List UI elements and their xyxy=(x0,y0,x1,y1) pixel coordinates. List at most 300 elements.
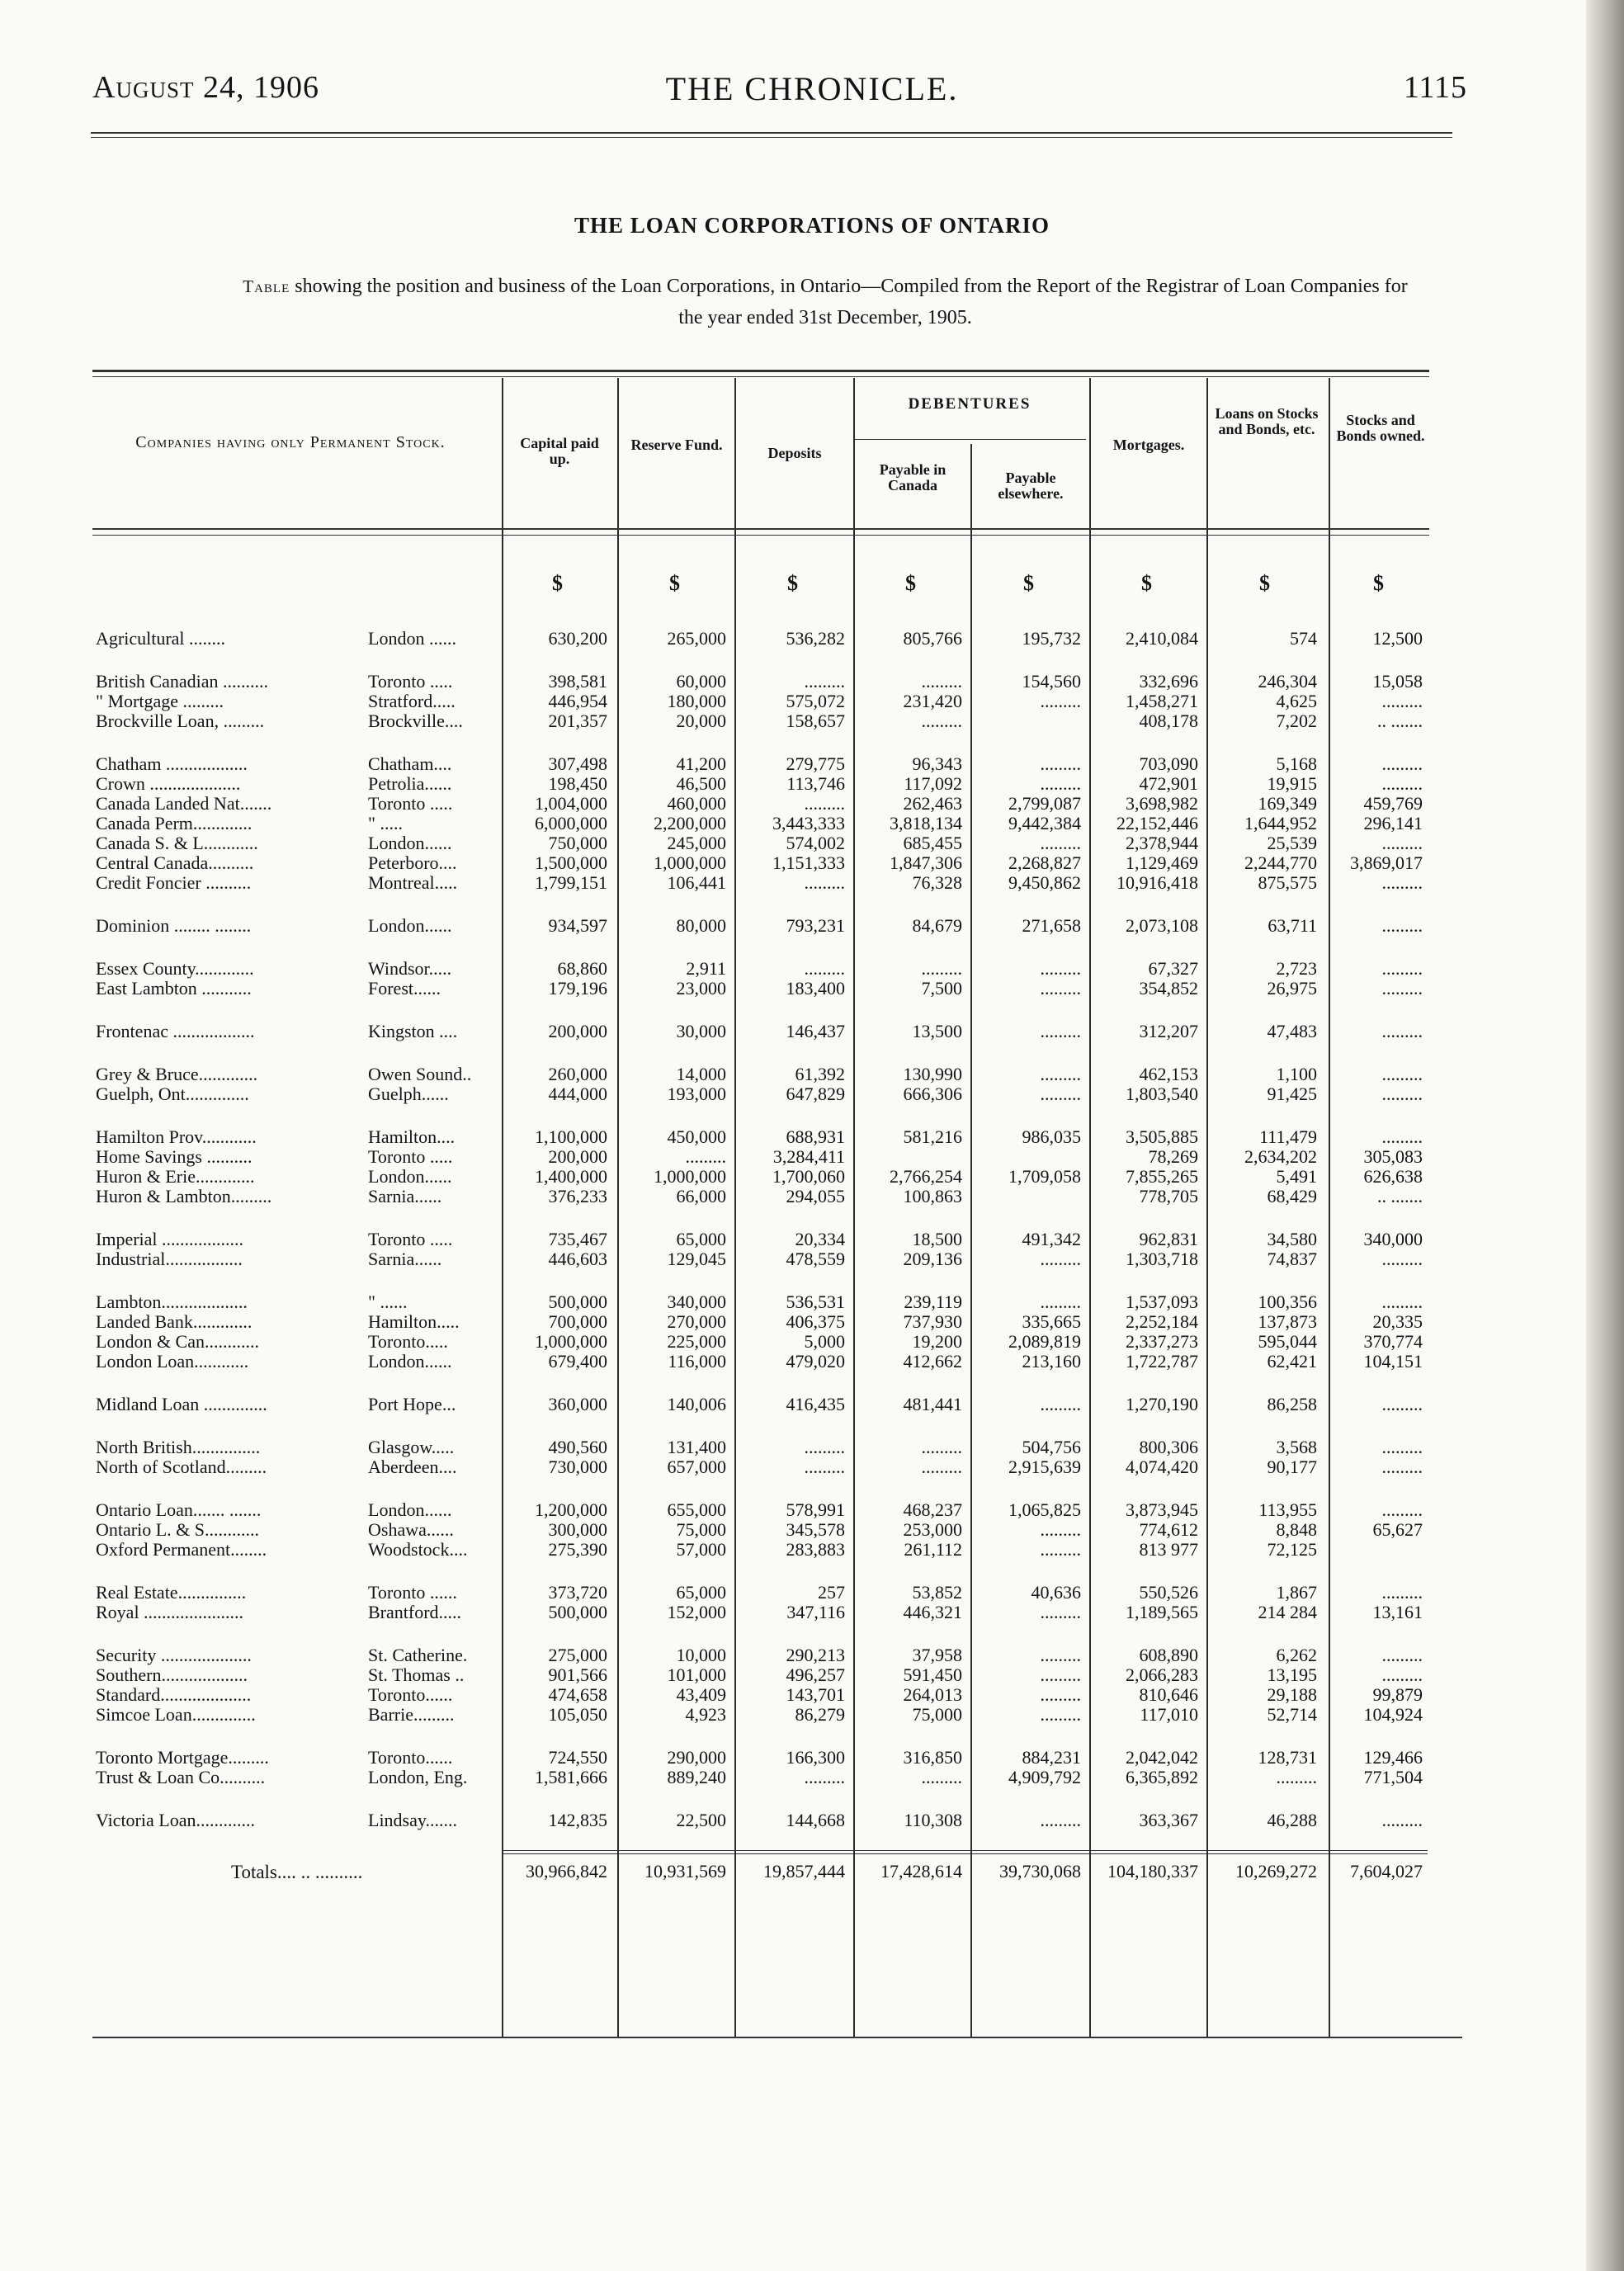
company-city: Guelph...... xyxy=(368,1084,449,1104)
cell-loans: 2,634,202 xyxy=(1244,1146,1317,1167)
company-name: Guelph, Ont.............. xyxy=(96,1084,249,1104)
company-name: Ontario Loan....... ....... xyxy=(96,1499,262,1520)
cell-reserve: ......... xyxy=(685,1146,726,1167)
total-capital: 30,966,842 xyxy=(526,1861,607,1881)
cell-mortgages: 800,306 xyxy=(1139,1437,1198,1457)
cell-deposits: 3,284,411 xyxy=(772,1146,845,1167)
cell-mortgages: 7,855,265 xyxy=(1126,1166,1198,1187)
cell-loans: 3,568 xyxy=(1276,1437,1317,1457)
cell-reserve: 2,911 xyxy=(686,958,726,979)
cell-capital: 1,799,151 xyxy=(535,872,607,893)
cell-capital: 1,400,000 xyxy=(535,1166,607,1187)
company-name: Central Canada.......... xyxy=(96,852,254,873)
cell-deb_else: ......... xyxy=(1040,1249,1081,1269)
cell-reserve: 131,400 xyxy=(667,1437,726,1457)
cell-stocks: 305,083 xyxy=(1363,1146,1423,1167)
cell-deb_else: 4,909,792 xyxy=(1008,1767,1081,1787)
cell-deb_canada: 7,500 xyxy=(921,978,962,999)
cell-deposits: 347,116 xyxy=(786,1602,845,1622)
cell-deposits: 536,531 xyxy=(786,1291,845,1312)
cell-deb_canada: 261,112 xyxy=(904,1539,962,1560)
company-city: " ..... xyxy=(368,813,403,833)
cell-deb_canada: 581,216 xyxy=(903,1126,962,1147)
cell-stocks: ......... xyxy=(1381,1084,1423,1104)
cell-reserve: 46,500 xyxy=(676,773,726,794)
cell-deb_canada: 117,092 xyxy=(904,773,962,794)
cell-capital: 446,954 xyxy=(548,691,607,711)
company-city: St. Thomas .. xyxy=(368,1664,465,1685)
cell-capital: 901,566 xyxy=(548,1664,607,1685)
cell-reserve: 657,000 xyxy=(667,1457,726,1477)
cell-deb_else: 491,342 xyxy=(1022,1229,1081,1249)
cell-stocks: 340,000 xyxy=(1363,1229,1423,1249)
cell-deposits: 144,668 xyxy=(786,1810,845,1830)
cell-mortgages: 4,074,420 xyxy=(1126,1457,1198,1477)
cell-stocks: ......... xyxy=(1381,753,1423,774)
cell-loans: 214 284 xyxy=(1258,1602,1317,1622)
cell-reserve: 1,000,000 xyxy=(654,1166,726,1187)
cell-stocks: ......... xyxy=(1381,1582,1423,1603)
column-divider xyxy=(1206,378,1208,2037)
cell-capital: 446,603 xyxy=(548,1249,607,1269)
column-header-deposits: Deposits xyxy=(767,445,822,461)
cell-reserve: 116,000 xyxy=(668,1351,726,1372)
column-divider xyxy=(617,378,619,2037)
cell-deb_else: ......... xyxy=(1040,1064,1081,1084)
cell-mortgages: 332,696 xyxy=(1139,671,1198,692)
cell-deposits: ......... xyxy=(804,958,845,979)
cell-mortgages: 810,646 xyxy=(1139,1684,1198,1705)
cell-loans: 86,258 xyxy=(1267,1394,1317,1414)
cell-deb_canada: 264,013 xyxy=(903,1684,962,1705)
cell-loans: 74,837 xyxy=(1267,1249,1317,1269)
company-city: Toronto ..... xyxy=(368,1229,453,1249)
cell-reserve: 129,045 xyxy=(667,1249,726,1269)
cell-loans: 1,100 xyxy=(1276,1064,1317,1084)
cell-capital: 474,658 xyxy=(548,1684,607,1705)
cell-reserve: 340,000 xyxy=(667,1291,726,1312)
cell-reserve: 75,000 xyxy=(676,1519,726,1540)
cell-mortgages: 774,612 xyxy=(1139,1519,1198,1540)
cell-deb_canada: 253,000 xyxy=(903,1519,962,1540)
cell-mortgages: 67,327 xyxy=(1148,958,1198,979)
cell-capital: 200,000 xyxy=(548,1146,607,1167)
cell-mortgages: 22,152,446 xyxy=(1116,813,1198,833)
company-city: Toronto..... xyxy=(368,1331,448,1352)
column-divider xyxy=(734,378,736,2037)
cell-deposits: 574,002 xyxy=(786,833,845,853)
cell-deb_else: 40,636 xyxy=(1031,1582,1081,1603)
cell-deposits: 3,443,333 xyxy=(772,813,845,833)
company-city: Sarnia...... xyxy=(368,1186,442,1206)
cell-stocks: ......... xyxy=(1381,1249,1423,1269)
cell-capital: 1,100,000 xyxy=(535,1126,607,1147)
cell-capital: 307,498 xyxy=(548,753,607,774)
cell-reserve: 101,000 xyxy=(667,1664,726,1685)
cell-deb_else: ......... xyxy=(1040,958,1081,979)
cell-capital: 934,597 xyxy=(548,915,607,936)
cell-mortgages: 2,378,944 xyxy=(1126,833,1198,853)
cell-mortgages: 1,129,469 xyxy=(1126,852,1198,873)
article-subtitle xyxy=(239,271,1411,333)
cell-deb_canada: 209,136 xyxy=(903,1249,962,1269)
cell-loans: 63,711 xyxy=(1268,915,1317,936)
currency-symbol: $ xyxy=(905,571,916,595)
cell-reserve: 60,000 xyxy=(676,671,726,692)
cell-capital: 6,000,000 xyxy=(535,813,607,833)
cell-deposits: 578,991 xyxy=(786,1499,845,1520)
cell-mortgages: 10,916,418 xyxy=(1116,872,1198,893)
cell-capital: 1,581,666 xyxy=(535,1767,607,1787)
company-name: Frontenac .................. xyxy=(96,1021,255,1041)
cell-mortgages: 778,705 xyxy=(1139,1186,1198,1206)
cell-deposits: 143,701 xyxy=(786,1684,845,1705)
cell-loans: 1,867 xyxy=(1276,1582,1317,1603)
cell-deb_canada: 96,343 xyxy=(912,753,962,774)
cell-deposits: ......... xyxy=(804,671,845,692)
cell-capital: 724,550 xyxy=(548,1747,607,1768)
cell-loans: 34,580 xyxy=(1267,1229,1317,1249)
cell-loans: 62,421 xyxy=(1267,1351,1317,1372)
company-city: Aberdeen.... xyxy=(368,1457,457,1477)
cell-loans: 2,244,770 xyxy=(1244,852,1317,873)
cell-deb_else: ......... xyxy=(1040,1021,1081,1041)
column-header-mortgages: Mortgages. xyxy=(1112,437,1185,453)
currency-symbol: $ xyxy=(1023,571,1034,595)
cell-capital: 201,357 xyxy=(548,711,607,731)
company-column-header: Companies having only Permanent Stock. xyxy=(135,433,446,451)
page-number: 1115 xyxy=(1403,70,1467,105)
cell-reserve: 20,000 xyxy=(676,711,726,731)
total-reserve: 10,931,569 xyxy=(644,1861,726,1881)
cell-deb_else: ......... xyxy=(1040,1810,1081,1830)
cell-loans: ......... xyxy=(1276,1767,1317,1787)
cell-reserve: 57,000 xyxy=(676,1539,726,1560)
company-name: Chatham .................. xyxy=(96,753,248,774)
company-name: Essex County............. xyxy=(96,958,254,979)
cell-loans: 91,425 xyxy=(1267,1084,1317,1104)
cell-deb_else: ......... xyxy=(1040,1519,1081,1540)
cell-deposits: 294,055 xyxy=(786,1186,845,1206)
cell-deb_else: ......... xyxy=(1040,753,1081,774)
cell-capital: 490,560 xyxy=(548,1437,607,1457)
cell-reserve: 4,923 xyxy=(685,1704,726,1725)
company-city: Sarnia...... xyxy=(368,1249,442,1269)
company-city: Toronto ...... xyxy=(368,1582,457,1603)
cell-deposits: 575,072 xyxy=(786,691,845,711)
cell-deb_else: 213,160 xyxy=(1022,1351,1081,1372)
cell-mortgages: 813 977 xyxy=(1139,1539,1198,1560)
company-city: Toronto ..... xyxy=(368,1146,453,1167)
cell-deb_canada: ......... xyxy=(921,1457,962,1477)
cell-capital: 750,000 xyxy=(548,833,607,853)
cell-stocks: ......... xyxy=(1381,915,1423,936)
cell-capital: 500,000 xyxy=(548,1291,607,1312)
company-name: Standard.................... xyxy=(96,1684,252,1705)
cell-capital: 735,467 xyxy=(548,1229,607,1249)
cell-stocks: ......... xyxy=(1381,1437,1423,1457)
cell-mortgages: 3,505,885 xyxy=(1126,1126,1198,1147)
company-city: Stratford..... xyxy=(368,691,456,711)
cell-reserve: 140,006 xyxy=(667,1394,726,1414)
cell-deb_canada: 231,420 xyxy=(903,691,962,711)
company-name: Brockville Loan, ......... xyxy=(96,711,265,731)
company-city: Chatham.... xyxy=(368,753,452,774)
cell-reserve: 14,000 xyxy=(676,1064,726,1084)
total-mortgages: 104,180,337 xyxy=(1107,1861,1198,1881)
column-divider xyxy=(1329,378,1330,2037)
company-city: Glasgow..... xyxy=(368,1437,455,1457)
company-name: Home Savings .......... xyxy=(96,1146,253,1167)
cell-loans: 4,625 xyxy=(1276,691,1317,711)
cell-deposits: 406,375 xyxy=(786,1311,845,1332)
cell-capital: 198,450 xyxy=(548,773,607,794)
total-loans: 10,269,272 xyxy=(1235,1861,1317,1881)
cell-mortgages: 462,153 xyxy=(1139,1064,1198,1084)
company-city: Hamilton..... xyxy=(368,1311,460,1332)
cell-deb_canada: 481,441 xyxy=(903,1394,962,1414)
cell-reserve: 450,000 xyxy=(667,1126,726,1147)
company-name: North of Scotland......... xyxy=(96,1457,267,1477)
cell-deposits: 688,931 xyxy=(786,1126,845,1147)
cell-deb_else: ......... xyxy=(1040,691,1081,711)
company-city: Woodstock.... xyxy=(368,1539,468,1560)
currency-symbol: $ xyxy=(1141,571,1152,595)
company-name: Security .................... xyxy=(96,1645,252,1665)
cell-loans: 6,262 xyxy=(1276,1645,1317,1665)
cell-reserve: 2,200,000 xyxy=(654,813,726,833)
cell-mortgages: 354,852 xyxy=(1139,978,1198,999)
cell-deb_else: 2,089,819 xyxy=(1008,1331,1081,1352)
cell-capital: 700,000 xyxy=(548,1311,607,1332)
cell-stocks: .. ....... xyxy=(1377,711,1423,731)
cell-deb_else: ......... xyxy=(1040,1684,1081,1705)
cell-capital: 1,000,000 xyxy=(535,1331,607,1352)
table-top-rule xyxy=(92,370,1429,372)
cell-deb_canada: 239,119 xyxy=(904,1291,962,1312)
cell-capital: 1,004,000 xyxy=(535,793,607,814)
cell-mortgages: 703,090 xyxy=(1139,753,1198,774)
cell-deb_canada: ......... xyxy=(921,958,962,979)
cell-reserve: 245,000 xyxy=(667,833,726,853)
cell-stocks: ......... xyxy=(1381,1810,1423,1830)
cell-reserve: 80,000 xyxy=(676,915,726,936)
cell-stocks: ......... xyxy=(1381,978,1423,999)
cell-deb_else: ......... xyxy=(1040,1084,1081,1104)
page-binding-edge xyxy=(1586,0,1624,2271)
company-city: Port Hope... xyxy=(368,1394,456,1414)
cell-stocks: ......... xyxy=(1381,1064,1423,1084)
cell-loans: 595,044 xyxy=(1258,1331,1317,1352)
cell-mortgages: 962,831 xyxy=(1139,1229,1198,1249)
cell-deb_canada: 130,990 xyxy=(903,1064,962,1084)
cell-loans: 13,195 xyxy=(1267,1664,1317,1685)
cell-loans: 25,539 xyxy=(1267,833,1317,853)
company-city: Toronto...... xyxy=(368,1684,453,1705)
cell-deb_else: 335,665 xyxy=(1022,1311,1081,1332)
cell-loans: 5,491 xyxy=(1276,1166,1317,1187)
company-name: East Lambton ........... xyxy=(96,978,252,999)
publication-title: THE CHRONICLE. xyxy=(665,70,959,107)
company-name: North British............... xyxy=(96,1437,261,1457)
company-name: Real Estate............... xyxy=(96,1582,247,1603)
company-city: Windsor..... xyxy=(368,958,452,979)
column-header-deb_else: Payable elsewhere. xyxy=(998,470,1064,502)
cell-deposits: 158,657 xyxy=(786,711,845,731)
cell-deb_else: 271,658 xyxy=(1022,915,1081,936)
cell-stocks: 104,924 xyxy=(1363,1704,1423,1725)
cell-loans: 46,288 xyxy=(1267,1810,1317,1830)
cell-stocks: 13,161 xyxy=(1372,1602,1423,1622)
company-city: Kingston .... xyxy=(368,1021,458,1041)
company-city: Lindsay....... xyxy=(368,1810,457,1830)
cell-reserve: 193,000 xyxy=(667,1084,726,1104)
company-name: Ontario L. & S............ xyxy=(96,1519,259,1540)
company-city: London...... xyxy=(368,1351,452,1372)
cell-capital: 275,000 xyxy=(548,1645,607,1665)
issue-date: August 24, 1906 xyxy=(92,70,319,105)
cell-deposits: 479,020 xyxy=(786,1351,845,1372)
totals-label: Totals.... .. .......... xyxy=(231,1862,363,1882)
cell-deb_canada: 316,850 xyxy=(903,1747,962,1768)
cell-stocks: 626,638 xyxy=(1363,1166,1423,1187)
cell-mortgages: 608,890 xyxy=(1139,1645,1198,1665)
currency-symbol: $ xyxy=(1373,571,1384,595)
cell-capital: 300,000 xyxy=(548,1519,607,1540)
cell-reserve: 889,240 xyxy=(667,1767,726,1787)
company-name: Canada Perm............. xyxy=(96,813,253,833)
cell-deb_else: 1,709,058 xyxy=(1008,1166,1081,1187)
cell-deb_else: 154,560 xyxy=(1022,671,1081,692)
cell-mortgages: 1,189,565 xyxy=(1126,1602,1198,1622)
cell-mortgages: 2,073,108 xyxy=(1126,915,1198,936)
currency-symbol: $ xyxy=(669,571,680,595)
cell-loans: 68,429 xyxy=(1267,1186,1317,1206)
cell-stocks: ......... xyxy=(1381,958,1423,979)
cell-deb_else: 195,732 xyxy=(1022,628,1081,649)
cell-capital: 500,000 xyxy=(548,1602,607,1622)
cell-deb_canada: 412,662 xyxy=(903,1351,962,1372)
cell-loans: 1,644,952 xyxy=(1244,813,1317,833)
cell-stocks: .. ....... xyxy=(1377,1186,1423,1206)
cell-deb_canada: 37,958 xyxy=(912,1645,962,1665)
cell-capital: 398,581 xyxy=(548,671,607,692)
cell-deposits: 345,578 xyxy=(786,1519,845,1540)
cell-stocks: 296,141 xyxy=(1363,813,1423,833)
company-city: London...... xyxy=(368,1499,452,1520)
cell-deposits: 647,829 xyxy=(786,1084,845,1104)
debentures-header: DEBENTURES xyxy=(908,395,1032,413)
cell-deb_else: ......... xyxy=(1040,1539,1081,1560)
cell-capital: 444,000 xyxy=(548,1084,607,1104)
cell-deposits: 793,231 xyxy=(786,915,845,936)
company-city: Toronto...... xyxy=(368,1747,453,1768)
cell-stocks: 459,769 xyxy=(1363,793,1423,814)
column-header-stocks: Stocks and Bonds owned. xyxy=(1336,412,1425,444)
cell-deposits: 279,775 xyxy=(786,753,845,774)
cell-deposits: 183,400 xyxy=(786,978,845,999)
company-city: Barrie......... xyxy=(368,1704,455,1725)
cell-loans: 113,955 xyxy=(1258,1499,1317,1520)
total-deb_else: 39,730,068 xyxy=(999,1861,1081,1881)
cell-reserve: 23,000 xyxy=(676,978,726,999)
cell-deb_else: ......... xyxy=(1040,1291,1081,1312)
cell-capital: 275,390 xyxy=(548,1539,607,1560)
cell-stocks: ......... xyxy=(1381,1291,1423,1312)
cell-loans: 100,356 xyxy=(1258,1291,1317,1312)
company-name: Royal ...................... xyxy=(96,1602,244,1622)
cell-capital: 373,720 xyxy=(548,1582,607,1603)
cell-deposits: ......... xyxy=(804,872,845,893)
company-city: London ...... xyxy=(368,628,456,649)
cell-deb_else: ......... xyxy=(1040,773,1081,794)
cell-deb_canada: 53,852 xyxy=(912,1582,962,1603)
cell-capital: 179,196 xyxy=(548,978,607,999)
cell-capital: 376,233 xyxy=(548,1186,607,1206)
cell-reserve: 10,000 xyxy=(676,1645,726,1665)
company-city: Petrolia...... xyxy=(368,773,452,794)
cell-deposits: ......... xyxy=(804,1767,845,1787)
cell-stocks: 15,058 xyxy=(1372,671,1423,692)
company-name: Oxford Permanent........ xyxy=(96,1539,267,1560)
company-city: Oshawa...... xyxy=(368,1519,454,1540)
cell-mortgages: 1,803,540 xyxy=(1126,1084,1198,1104)
cell-deposits: 1,151,333 xyxy=(772,852,845,873)
cell-deb_canada: 18,500 xyxy=(912,1229,962,1249)
cell-deb_else: 986,035 xyxy=(1022,1126,1081,1147)
cell-capital: 630,200 xyxy=(548,628,607,649)
cell-deb_canada: 446,321 xyxy=(903,1602,962,1622)
table-bottom-rule xyxy=(92,2037,1462,2038)
company-name: Landed Bank............. xyxy=(96,1311,253,1332)
article-title: THE LOAN CORPORATIONS OF ONTARIO xyxy=(574,213,1050,238)
cell-deb_else: 2,268,827 xyxy=(1008,852,1081,873)
cell-mortgages: 363,367 xyxy=(1139,1810,1198,1830)
cell-deb_canada: ......... xyxy=(921,1767,962,1787)
cell-deb_else: 2,799,087 xyxy=(1008,793,1081,814)
debentures-rule xyxy=(853,439,1086,440)
cell-mortgages: 3,698,982 xyxy=(1126,793,1198,814)
cell-reserve: 106,441 xyxy=(667,872,726,893)
cell-loans: 26,975 xyxy=(1267,978,1317,999)
cell-deb_else: 1,065,825 xyxy=(1008,1499,1081,1520)
company-name: Huron & Lambton......... xyxy=(96,1186,272,1206)
column-divider xyxy=(1089,378,1091,2037)
cell-capital: 360,000 xyxy=(548,1394,607,1414)
cell-reserve: 22,500 xyxy=(676,1810,726,1830)
cell-deb_canada: 685,455 xyxy=(903,833,962,853)
cell-deb_canada: 591,450 xyxy=(903,1664,962,1685)
header-rule xyxy=(91,132,1452,134)
cell-mortgages: 2,042,042 xyxy=(1126,1747,1198,1768)
cell-deb_canada: 100,863 xyxy=(903,1186,962,1206)
cell-deposits: 290,213 xyxy=(786,1645,845,1665)
cell-deb_canada: 76,328 xyxy=(912,872,962,893)
cell-deb_else: ......... xyxy=(1040,1602,1081,1622)
cell-loans: 90,177 xyxy=(1267,1457,1317,1477)
cell-capital: 142,835 xyxy=(548,1810,607,1830)
subtitle-lead: Table xyxy=(243,276,290,296)
cell-loans: 169,349 xyxy=(1258,793,1317,814)
column-header-reserve: Reserve Fund. xyxy=(630,437,723,453)
cell-deb_else: ......... xyxy=(1040,833,1081,853)
cell-stocks: ......... xyxy=(1381,773,1423,794)
column-divider xyxy=(502,378,503,2037)
cell-stocks: ......... xyxy=(1381,691,1423,711)
cell-mortgages: 1,270,190 xyxy=(1126,1394,1198,1414)
cell-reserve: 290,000 xyxy=(667,1747,726,1768)
cell-stocks: 12,500 xyxy=(1372,628,1423,649)
